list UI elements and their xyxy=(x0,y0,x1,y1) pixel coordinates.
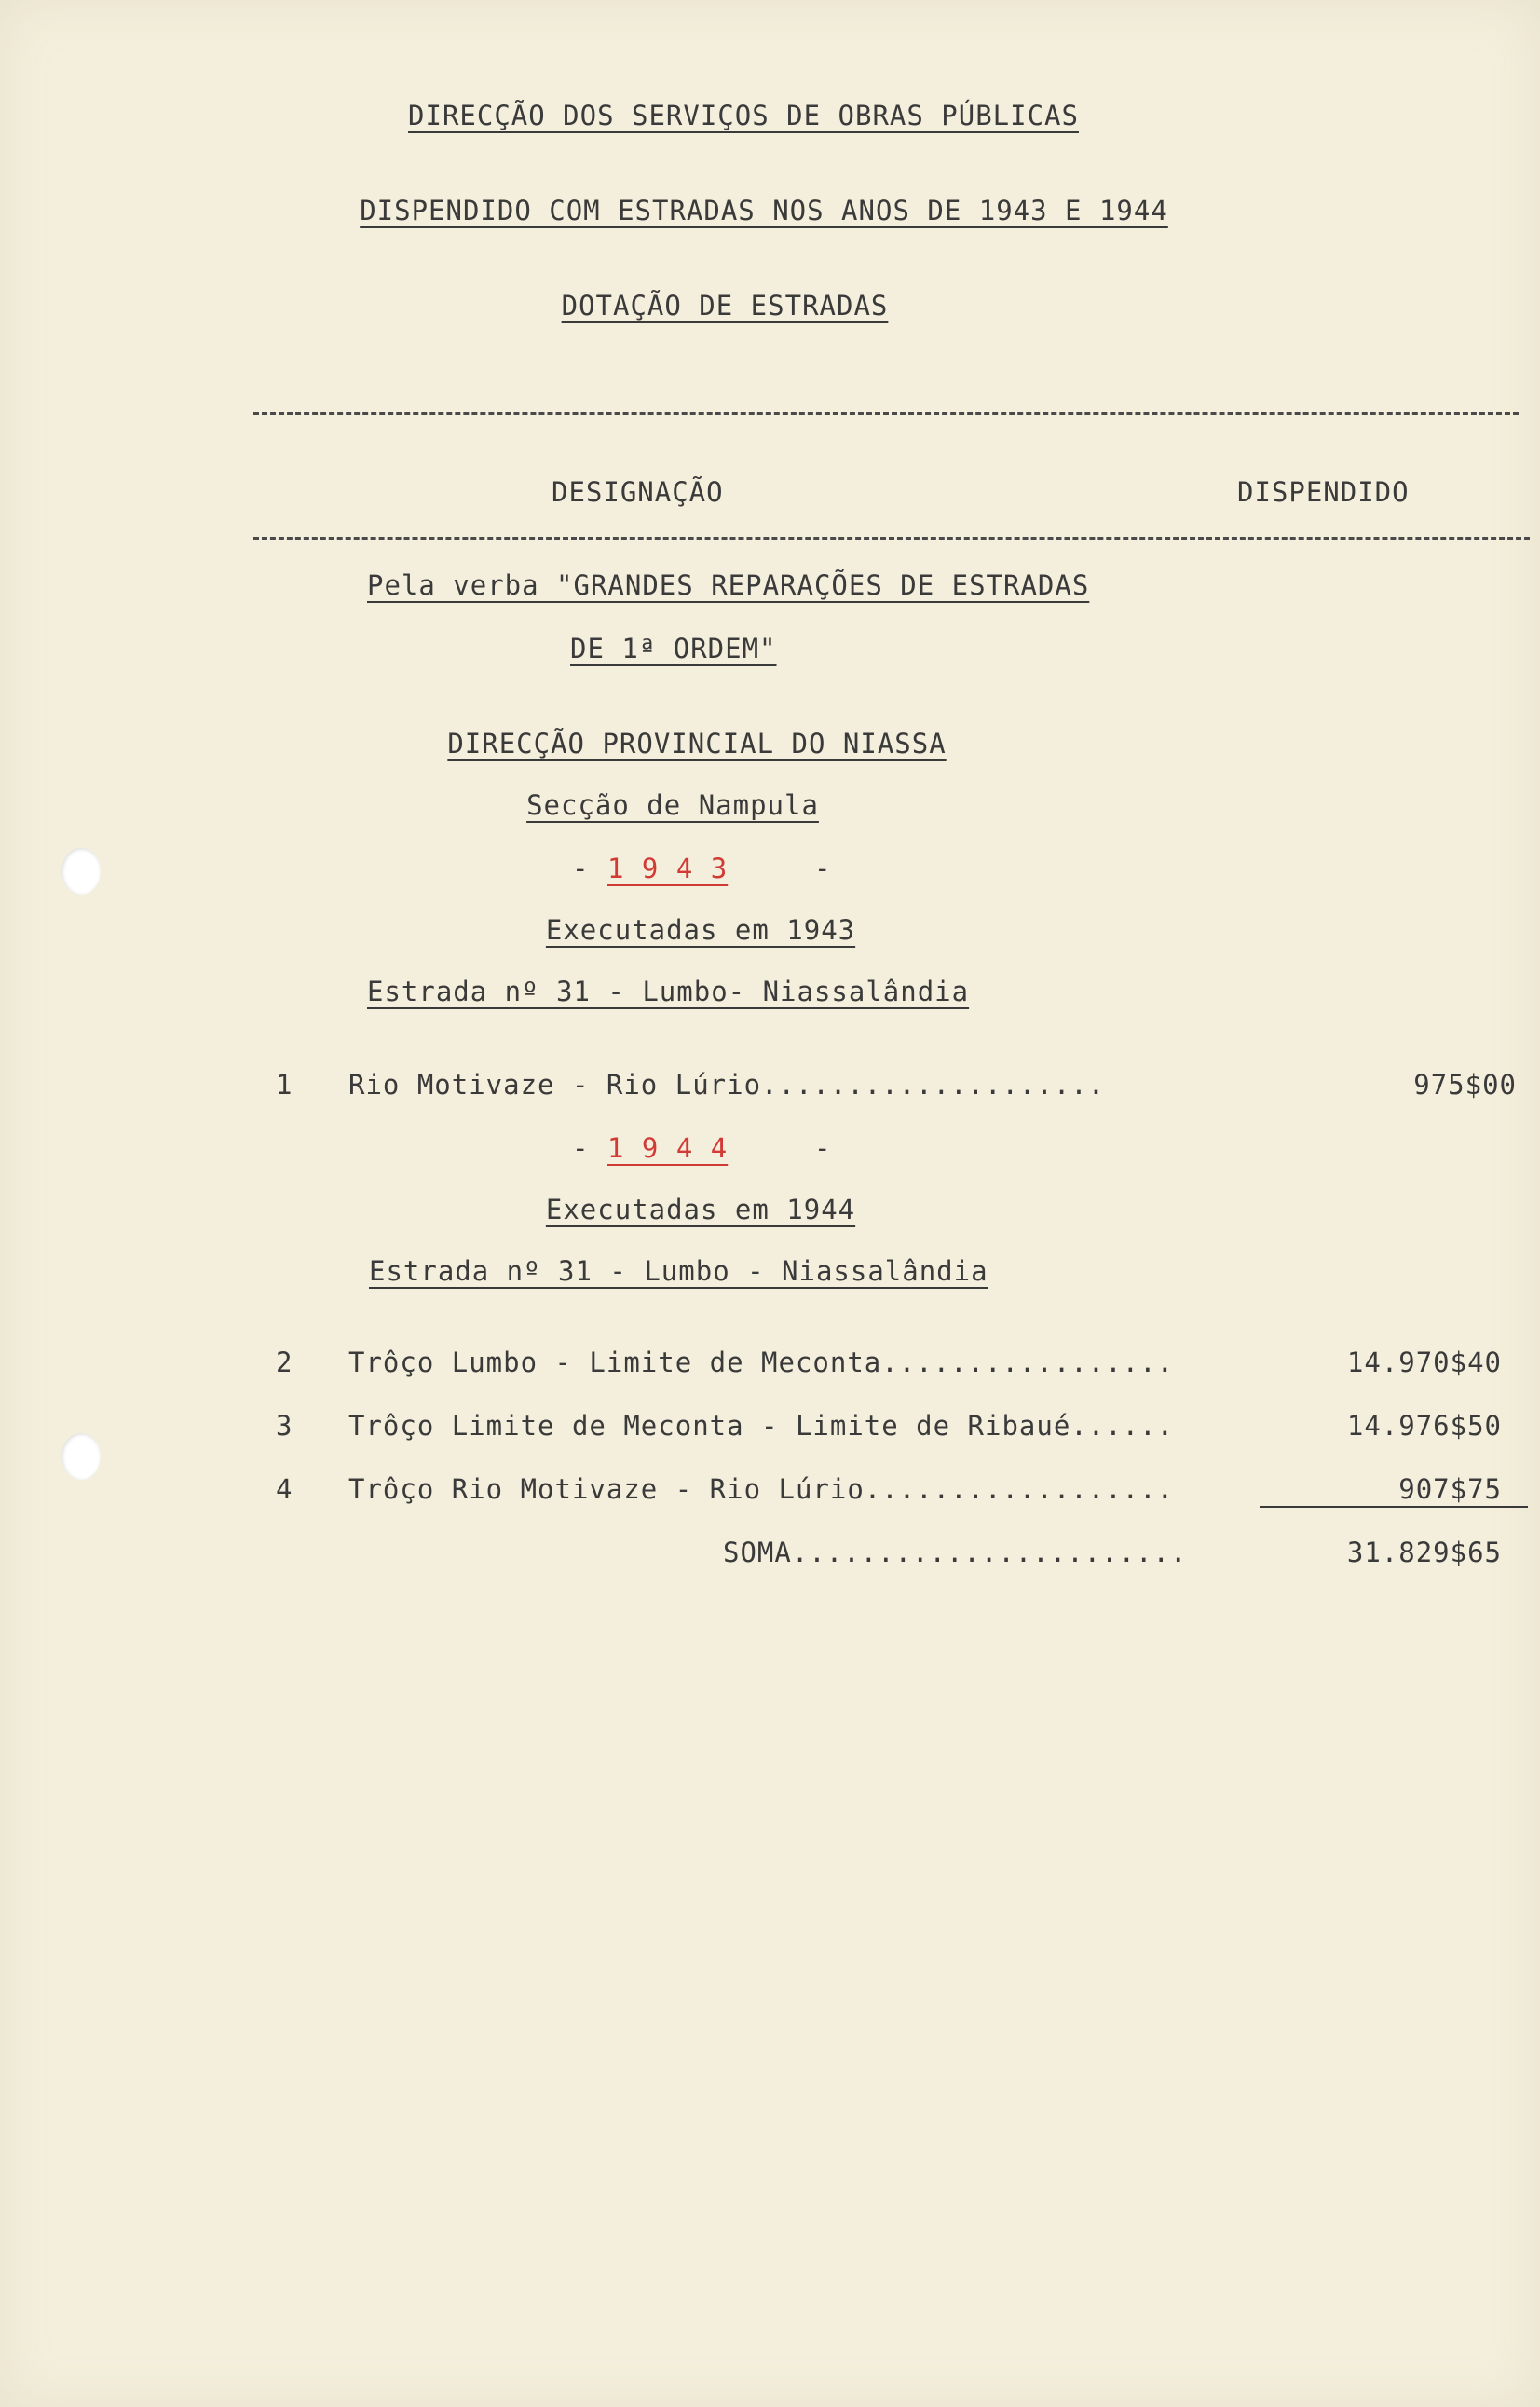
year-1944-dash-left: - xyxy=(572,1132,590,1164)
document-subtitle: DISPENDIDO COM ESTRADAS NOS ANOS DE 1943 E 1944 xyxy=(360,195,1168,226)
document-title: DIRECÇÃO DOS SERVIÇOS DE OBRAS PÚBLICAS xyxy=(408,100,1079,131)
item-number: 2 xyxy=(276,1347,293,1378)
header-bottom-rule xyxy=(253,537,1530,540)
year-1943-dash-right: - xyxy=(814,853,832,884)
column-header-spent: DISPENDIDO xyxy=(1237,476,1410,508)
item-amount: 14.970$40 xyxy=(1346,1347,1502,1378)
item-amount: 975$00 xyxy=(1413,1069,1517,1101)
road-1944-heading: Estrada nº 31 - Lumbo - Niassalândia xyxy=(369,1255,988,1287)
section-heading: DOTAÇÃO DE ESTRADAS xyxy=(561,290,889,321)
item-amount: 907$75 xyxy=(1398,1473,1502,1505)
item-description: Rio Motivaze - Rio Lúrio.................... xyxy=(348,1069,1106,1101)
total-label: SOMA....................... xyxy=(723,1537,1188,1568)
year-1944-dash-right: - xyxy=(814,1132,832,1164)
verba-line-1: Pela verba "GRANDES REPARAÇÕES DE ESTRADAS xyxy=(367,569,1090,601)
item-number: 4 xyxy=(276,1473,293,1505)
item-number: 1 xyxy=(276,1069,293,1101)
punch-hole-bottom xyxy=(61,1433,101,1480)
item-description: Trôço Lumbo - Limite de Meconta................. xyxy=(348,1347,1175,1378)
column-header-designation: DESIGNAÇÃO xyxy=(552,476,724,508)
item-number: 3 xyxy=(276,1410,293,1442)
sum-rule xyxy=(1260,1506,1528,1508)
road-1943-heading: Estrada nº 31 - Lumbo- Niassalândia xyxy=(367,976,970,1007)
verba-line-2: DE 1ª ORDEM" xyxy=(570,633,777,664)
year-1943-dash-left: - xyxy=(572,853,590,884)
executed-1943-heading: Executadas em 1943 xyxy=(545,914,856,946)
year-1943-label: 1 9 4 3 xyxy=(607,853,729,884)
item-amount: 14.976$50 xyxy=(1346,1410,1502,1442)
item-description: Trôço Rio Motivaze - Rio Lúrio.................. xyxy=(348,1473,1175,1505)
direction-section: Secção de Nampula xyxy=(526,789,819,821)
total-amount: 31.829$65 xyxy=(1346,1537,1502,1568)
header-top-rule xyxy=(253,412,1519,415)
direction-name: DIRECÇÃO PROVINCIAL DO NIASSA xyxy=(447,728,947,759)
executed-1944-heading: Executadas em 1944 xyxy=(545,1194,856,1225)
punch-hole-top xyxy=(61,848,101,895)
year-1944-label: 1 9 4 4 xyxy=(607,1132,729,1164)
item-description: Trôço Limite de Meconta - Limite de Ribaué...... xyxy=(348,1410,1175,1442)
